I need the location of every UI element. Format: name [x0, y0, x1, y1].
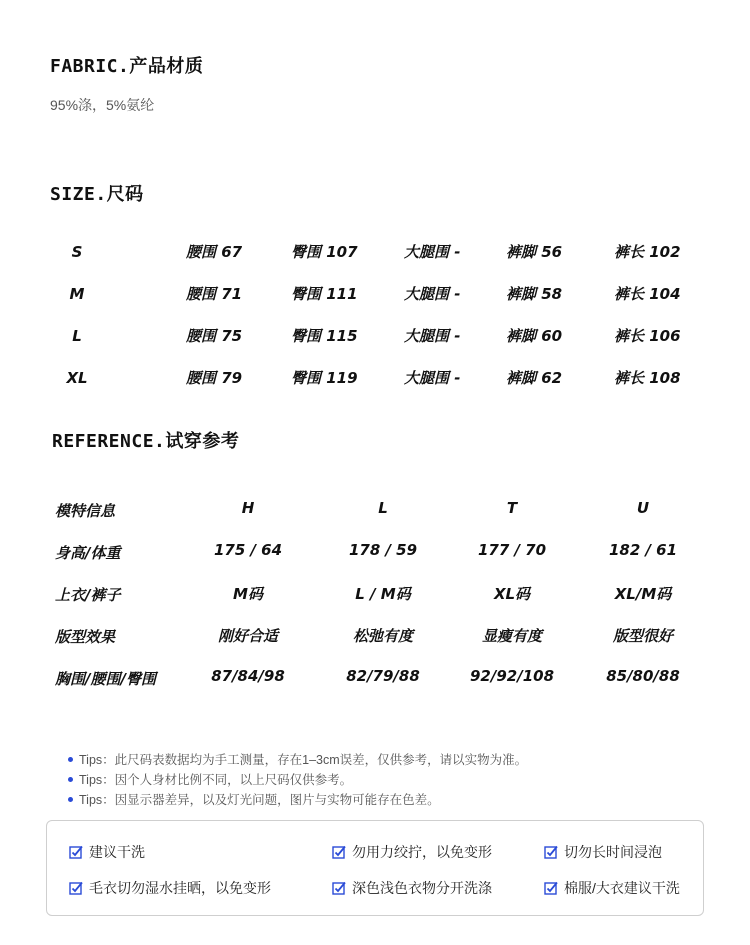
- reference-cell: 178 / 59: [348, 541, 418, 559]
- reference-cell: 刚好合适: [217, 627, 279, 645]
- reference-cell: L: [378, 499, 388, 517]
- reference-cell: 175 / 64: [213, 541, 283, 559]
- reference-cell: 版型很好: [612, 627, 674, 645]
- size-waist: 腰围 67: [186, 243, 243, 261]
- tip-item: [68, 750, 527, 768]
- care-item: [544, 878, 680, 898]
- reference-row-label: 版型效果: [55, 628, 116, 646]
- size-length: 裤长 106: [614, 327, 681, 345]
- size-hem: 裤脚 60: [506, 327, 563, 345]
- care-item: [69, 842, 145, 862]
- size-hip: 臀围 119: [291, 369, 358, 387]
- size-thigh: 大腿围 -: [404, 327, 461, 345]
- reference-row-label: 胸围/腰围/臀围: [55, 670, 156, 688]
- reference-cell: L / M码: [355, 585, 411, 603]
- bullet-icon: [68, 757, 73, 762]
- size-thigh: 大腿围 -: [404, 243, 461, 261]
- size-label: M: [69, 285, 85, 303]
- size-waist: 腰围 71: [186, 285, 243, 303]
- fabric-content: 95%涤，5%氨纶: [50, 97, 155, 113]
- fabric-title: FABRIC.产品材质: [50, 56, 204, 77]
- size-label: XL: [66, 369, 88, 387]
- size-waist: 腰围 79: [186, 369, 243, 387]
- reference-cell: 85/80/88: [606, 667, 680, 685]
- tip-text: Tips：因显示器差异，以及灯光问题，图片与实物可能存在色差。: [79, 793, 440, 807]
- care-label: 建议干洗: [89, 844, 145, 860]
- size-hip: 臀围 107: [291, 243, 358, 261]
- tip-text: Tips：因个人身材比例不同，以上尺码仅供参考。: [79, 773, 353, 787]
- reference-cell: U: [636, 499, 650, 517]
- bullet-icon: [68, 797, 73, 802]
- care-instructions-box: [46, 820, 704, 916]
- reference-cell: M码: [233, 585, 263, 603]
- reference-cell: 82/79/88: [346, 667, 420, 685]
- care-label: 切勿长时间浸泡: [564, 844, 662, 860]
- care-label: 勿用力绞拧，以免变形: [352, 844, 492, 860]
- checkbox-checked-icon: [544, 845, 558, 859]
- care-label: 深色浅色衣物分开洗涤: [352, 880, 492, 896]
- size-waist: 腰围 75: [186, 327, 243, 345]
- reference-row-label: 身高/体重: [55, 544, 121, 562]
- care-item: [332, 842, 492, 862]
- size-hem: 裤脚 56: [506, 243, 563, 261]
- checkbox-checked-icon: [69, 881, 83, 895]
- reference-cell: 87/84/98: [211, 667, 285, 685]
- care-label: 毛衣切勿湿水挂晒，以免变形: [89, 880, 271, 896]
- reference-title: REFERENCE.试穿参考: [52, 431, 240, 452]
- care-item: [332, 878, 492, 898]
- size-label: S: [71, 243, 83, 261]
- reference-row-label: 模特信息: [55, 502, 116, 520]
- checkbox-checked-icon: [332, 845, 346, 859]
- tip-text: Tips：此尺码表数据均为手工测量，存在1–3cm误差，仅供参考，请以实物为准。: [79, 753, 528, 767]
- reference-cell: XL/M码: [614, 585, 672, 603]
- care-label: 棉服/大衣建议干洗: [564, 880, 680, 896]
- care-item: [544, 842, 662, 862]
- reference-cell: H: [241, 499, 255, 517]
- checkbox-checked-icon: [544, 881, 558, 895]
- reference-cell: T: [506, 499, 518, 517]
- size-thigh: 大腿围 -: [404, 369, 461, 387]
- size-hip: 臀围 115: [291, 327, 358, 345]
- reference-cell: 显瘦有度: [481, 627, 543, 645]
- size-label: L: [72, 327, 82, 345]
- bullet-icon: [68, 777, 73, 782]
- size-hem: 裤脚 58: [506, 285, 563, 303]
- tip-item: [68, 770, 352, 788]
- size-length: 裤长 108: [614, 369, 681, 387]
- size-hip: 臀围 111: [291, 285, 358, 303]
- size-length: 裤长 104: [614, 285, 681, 303]
- size-length: 裤长 102: [614, 243, 681, 261]
- checkbox-checked-icon: [69, 845, 83, 859]
- size-title: SIZE.尺码: [50, 184, 144, 205]
- reference-cell: 177 / 70: [477, 541, 547, 559]
- care-item: [69, 878, 271, 898]
- checkbox-checked-icon: [332, 881, 346, 895]
- reference-cell: XL码: [493, 585, 531, 603]
- reference-cell: 松弛有度: [352, 627, 414, 645]
- reference-cell: 182 / 61: [608, 541, 678, 559]
- tip-item: [68, 790, 440, 808]
- size-thigh: 大腿围 -: [404, 285, 461, 303]
- reference-row-label: 上衣/裤子: [55, 586, 121, 604]
- size-hem: 裤脚 62: [506, 369, 563, 387]
- reference-cell: 92/92/108: [469, 667, 555, 685]
